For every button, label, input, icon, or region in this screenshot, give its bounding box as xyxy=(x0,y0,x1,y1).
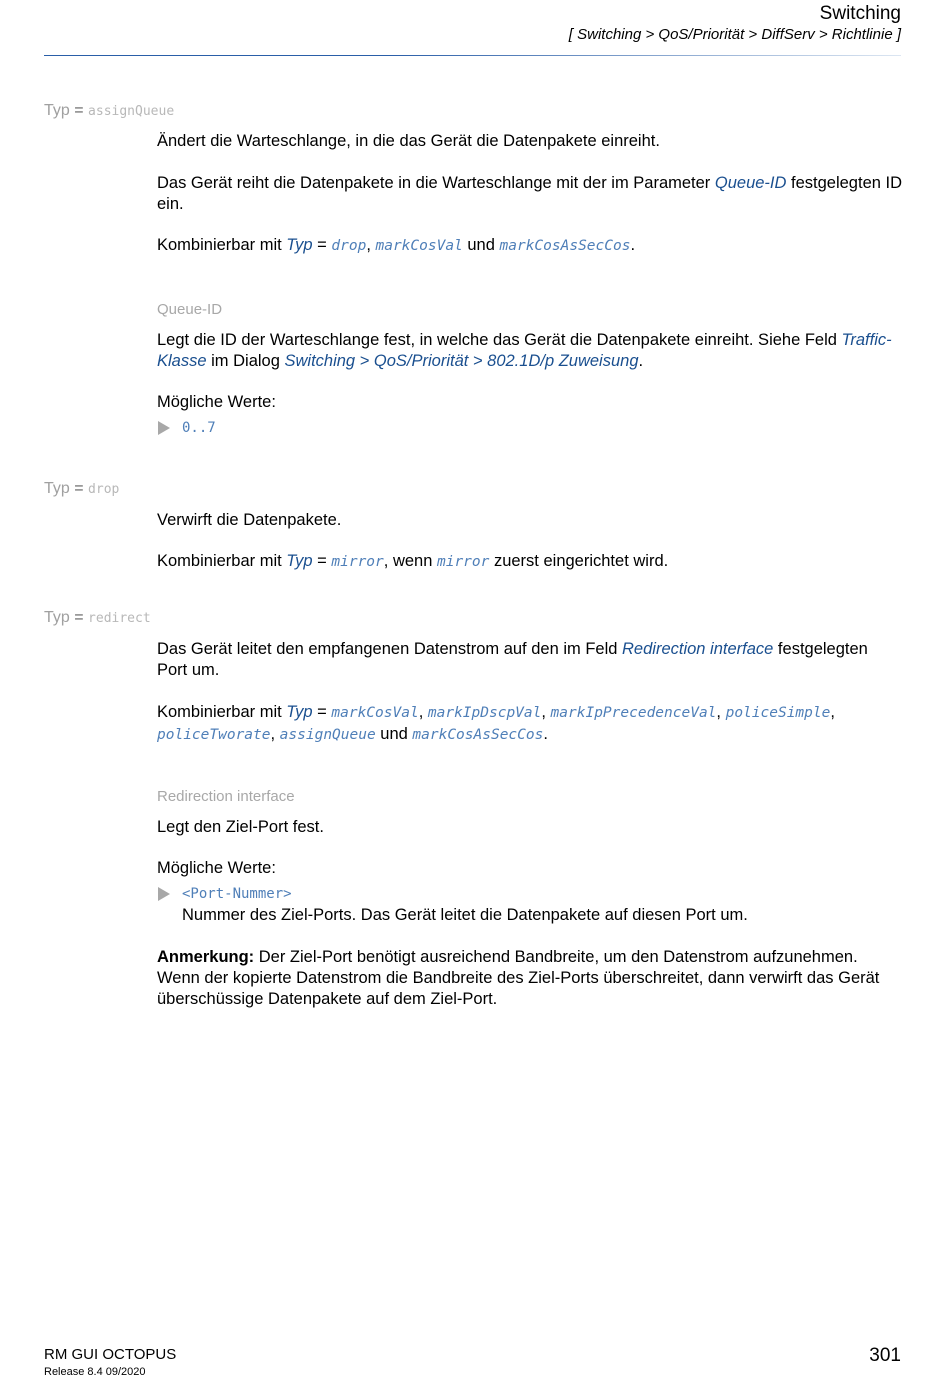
text: , xyxy=(270,725,280,743)
link-typ[interactable]: Typ xyxy=(286,236,313,254)
link-mirror[interactable]: mirror xyxy=(436,554,490,570)
section-heading-redirect xyxy=(44,609,151,627)
link-markcosval[interactable]: markCosVal xyxy=(375,238,463,254)
description-paragraph: Ändert die Warteschlange, in die das Gerät die Datenpakete einreiht. xyxy=(157,132,660,150)
link-traffic-klasse[interactable]: Traffic-Klasse xyxy=(157,331,892,370)
type-value: assignQueue xyxy=(88,104,175,119)
link-queue-id[interactable]: Queue-ID xyxy=(714,174,787,192)
parameter-description: Legt den Ziel-Port fest. xyxy=(157,818,324,836)
parameter-heading-queue-id: Queue-ID xyxy=(157,301,223,318)
text: Legt die ID der Warteschlange fest, in welche das Gerät die Datenpakete einreiht. Siehe Feld xyxy=(157,331,842,349)
link-mirror[interactable]: mirror xyxy=(331,554,384,570)
note-label: Anmerkung: xyxy=(157,948,255,966)
text: , xyxy=(418,703,428,721)
breadcrumb: [ Switching > QoS/Priorität > DiffServ > Richtlinie ] xyxy=(568,26,901,43)
text: . xyxy=(630,236,636,254)
parameter-description xyxy=(157,330,902,372)
link-policetworate[interactable]: policeTworate xyxy=(157,727,271,743)
possible-value: 0..7 xyxy=(182,420,216,436)
section-heading-drop xyxy=(44,480,119,498)
possible-value: <Port-Nummer> xyxy=(182,886,292,902)
page-header-title: Switching xyxy=(819,3,901,24)
possible-value-description: Nummer des Ziel-Ports. Das Gerät leitet die Datenpakete auf diesen Port um. xyxy=(182,906,748,924)
text: festgelegten Port um. xyxy=(157,640,868,679)
parameter-heading-redirection-interface: Redirection interface xyxy=(157,788,295,805)
link-typ[interactable]: Typ xyxy=(286,703,313,721)
text: im Dialog xyxy=(206,352,285,370)
link-drop[interactable]: drop xyxy=(331,238,367,254)
text: und xyxy=(462,236,500,254)
link-markcosassecos[interactable]: markCosAsSecCos xyxy=(412,727,544,743)
text: und xyxy=(375,725,413,743)
type-value: drop xyxy=(88,482,120,497)
text: = xyxy=(312,703,332,721)
possible-values-label: Mögliche Werte: xyxy=(157,393,276,411)
link-policesimple[interactable]: policeSimple xyxy=(725,705,831,721)
text: , xyxy=(366,236,376,254)
text: Kombinierbar mit xyxy=(157,703,287,721)
header-divider xyxy=(44,55,901,56)
text: , xyxy=(716,703,726,721)
equals-sign: = xyxy=(74,102,84,119)
link-assignqueue[interactable]: assignQueue xyxy=(279,727,376,743)
description-paragraph xyxy=(157,639,902,681)
text: Kombinierbar mit xyxy=(157,552,287,570)
note-text: Der Ziel-Port benötigt ausreichend Bandbreite, um den Datenstrom aufzunehmen. Wenn der kopierte Datenstrom die Bandbreite des Ziel-Ports überschreitet, dann verwirft das Gerät überschüssige Datenpakete auf dem Ziel-Port. xyxy=(157,948,880,1008)
link-markipprecedenceval[interactable]: markIpPrecedenceVal xyxy=(550,705,717,721)
description-paragraph xyxy=(157,173,902,215)
text: Das Gerät leitet den empfangenen Datenstrom auf den im Feld xyxy=(157,640,623,658)
description-paragraph: Verwirft die Datenpakete. xyxy=(157,511,342,529)
link-redirection-interface[interactable]: Redirection interface xyxy=(622,640,774,658)
footer-release: Release 8.4 09/2020 xyxy=(44,1366,146,1378)
text: . xyxy=(638,352,644,370)
text: , xyxy=(541,703,551,721)
text: = xyxy=(312,236,332,254)
section-heading-assignqueue xyxy=(44,102,174,120)
typ-label: Typ xyxy=(44,609,70,626)
combinable-paragraph xyxy=(157,235,902,257)
equals-sign: = xyxy=(74,609,84,626)
possible-values-label: Mögliche Werte: xyxy=(157,859,276,877)
text: Kombinierbar mit xyxy=(157,236,287,254)
combinable-paragraph xyxy=(157,551,902,573)
text: festgelegten ID ein. xyxy=(157,174,903,213)
combinable-paragraph xyxy=(157,702,902,746)
typ-label: Typ xyxy=(44,102,70,119)
type-value: redirect xyxy=(88,611,151,626)
link-dialog-8021dp[interactable]: Switching > QoS/Priorität > 802.1D/p Zuweisung xyxy=(284,352,639,370)
page-number: 301 xyxy=(869,1345,901,1366)
text: Das Gerät reiht die Datenpakete in die Warteschlange mit der im Parameter xyxy=(157,174,715,192)
text: , xyxy=(830,703,835,721)
text: = xyxy=(312,552,332,570)
text: zuerst eingerichtet wird. xyxy=(489,552,669,570)
typ-label: Typ xyxy=(44,480,70,497)
note-paragraph xyxy=(157,947,902,1010)
bullet-triangle-icon xyxy=(158,887,170,901)
equals-sign: = xyxy=(74,480,84,497)
link-typ[interactable]: Typ xyxy=(286,552,313,570)
link-markcosassecos[interactable]: markCosAsSecCos xyxy=(499,238,631,254)
bullet-triangle-icon xyxy=(158,421,170,435)
text: , wenn xyxy=(383,552,437,570)
link-markcosval[interactable]: markCosVal xyxy=(331,705,419,721)
text: . xyxy=(543,725,548,743)
footer-doc-title: RM GUI OCTOPUS xyxy=(44,1346,177,1363)
link-markipdscpval[interactable]: markIpDscpVal xyxy=(427,705,542,721)
